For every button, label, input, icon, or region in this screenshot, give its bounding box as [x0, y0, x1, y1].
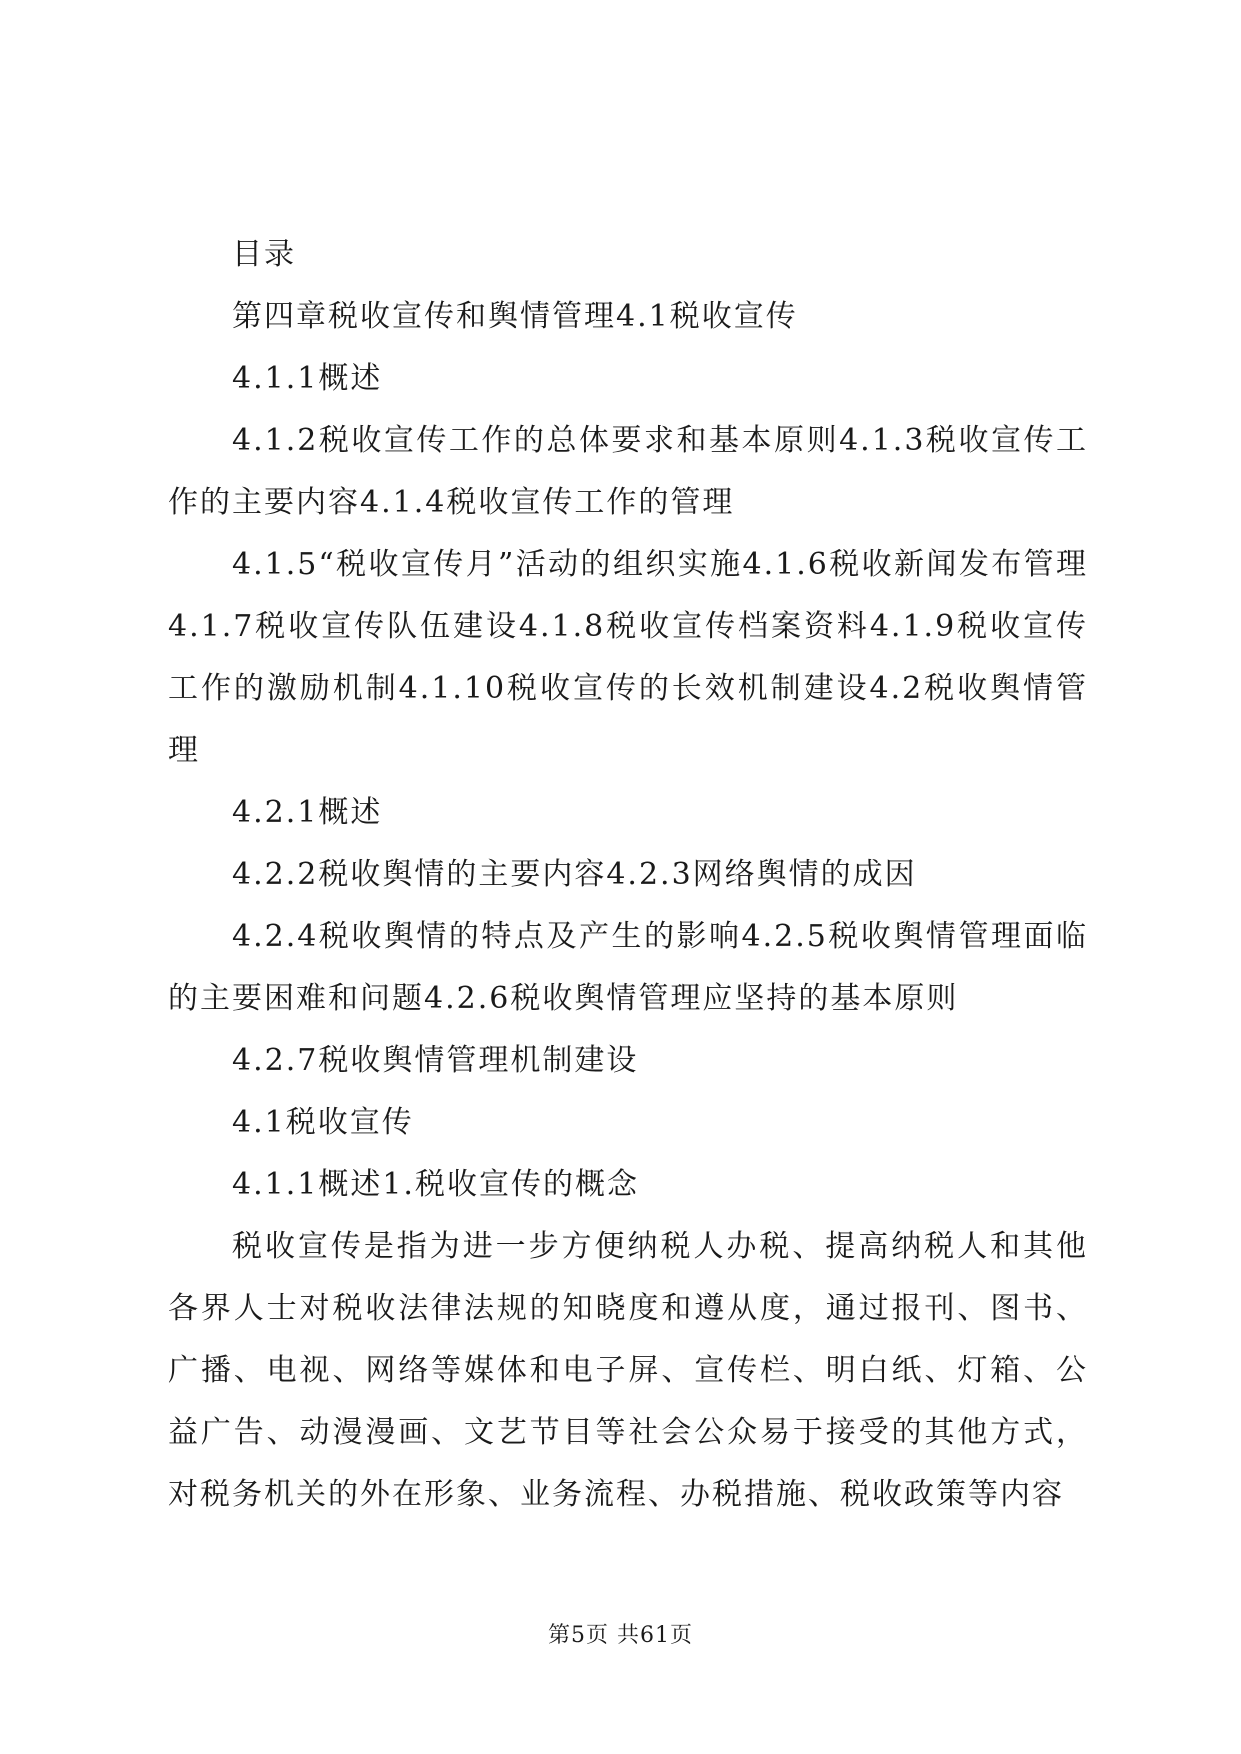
toc-chapter-entry: 第四章税收宣传和舆情管理4.1税收宣传 [232, 299, 798, 334]
toc-entry: 4.2.1概述 [232, 795, 383, 830]
toc-entry: 4.2.4税收舆情的特点及产生的影响4.2.5税收舆情管理面临的主要困难和问题4.2.6税收舆情管理应坚持的基本原则 [168, 919, 1088, 1016]
toc-entry: 4.2.2税收舆情的主要内容4.2.3网络舆情的成因 [232, 857, 917, 892]
toc-entry: 4.1.5“税收宣传月”活动的组织实施4.1.6税收新闻发布管理4.1.7税收宣传队伍建设4.1.8税收宣传档案资料4.1.9税收宣传工作的激励机制4.1.10税收宣传的长效机制建设4.2税收舆情管理 [168, 547, 1088, 768]
section-heading: 4.1税收宣传 [232, 1105, 414, 1140]
toc-entry: 4.1.1概述 [232, 361, 383, 396]
toc-heading: 目录 [232, 237, 296, 272]
page-footer: 第5页 共61页 [548, 1623, 693, 1648]
toc-entry: 4.1.2税收宣传工作的总体要求和基本原则4.1.3税收宣传工作的主要内容4.1.4税收宣传工作的管理 [168, 423, 1088, 520]
subsection-heading: 4.1.1概述1.税收宣传的概念 [232, 1167, 639, 1202]
toc-entry: 4.2.7税收舆情管理机制建设 [232, 1043, 639, 1078]
document-body [168, 224, 1088, 1526]
body-paragraph: 税收宣传是指为进一步方便纳税人办税、提高纳税人和其他各界人士对税收法律法规的知晓度和遵从度，通过报刊、图书、广播、电视、网络等媒体和电子屏、宣传栏、明白纸、灯箱、公益广告、动漫漫画、文艺节目等社会公众易于接受的其他方式，对税务机关的外在形象、业务流程、办税措施、税收政策等内容 [168, 1229, 1088, 1512]
